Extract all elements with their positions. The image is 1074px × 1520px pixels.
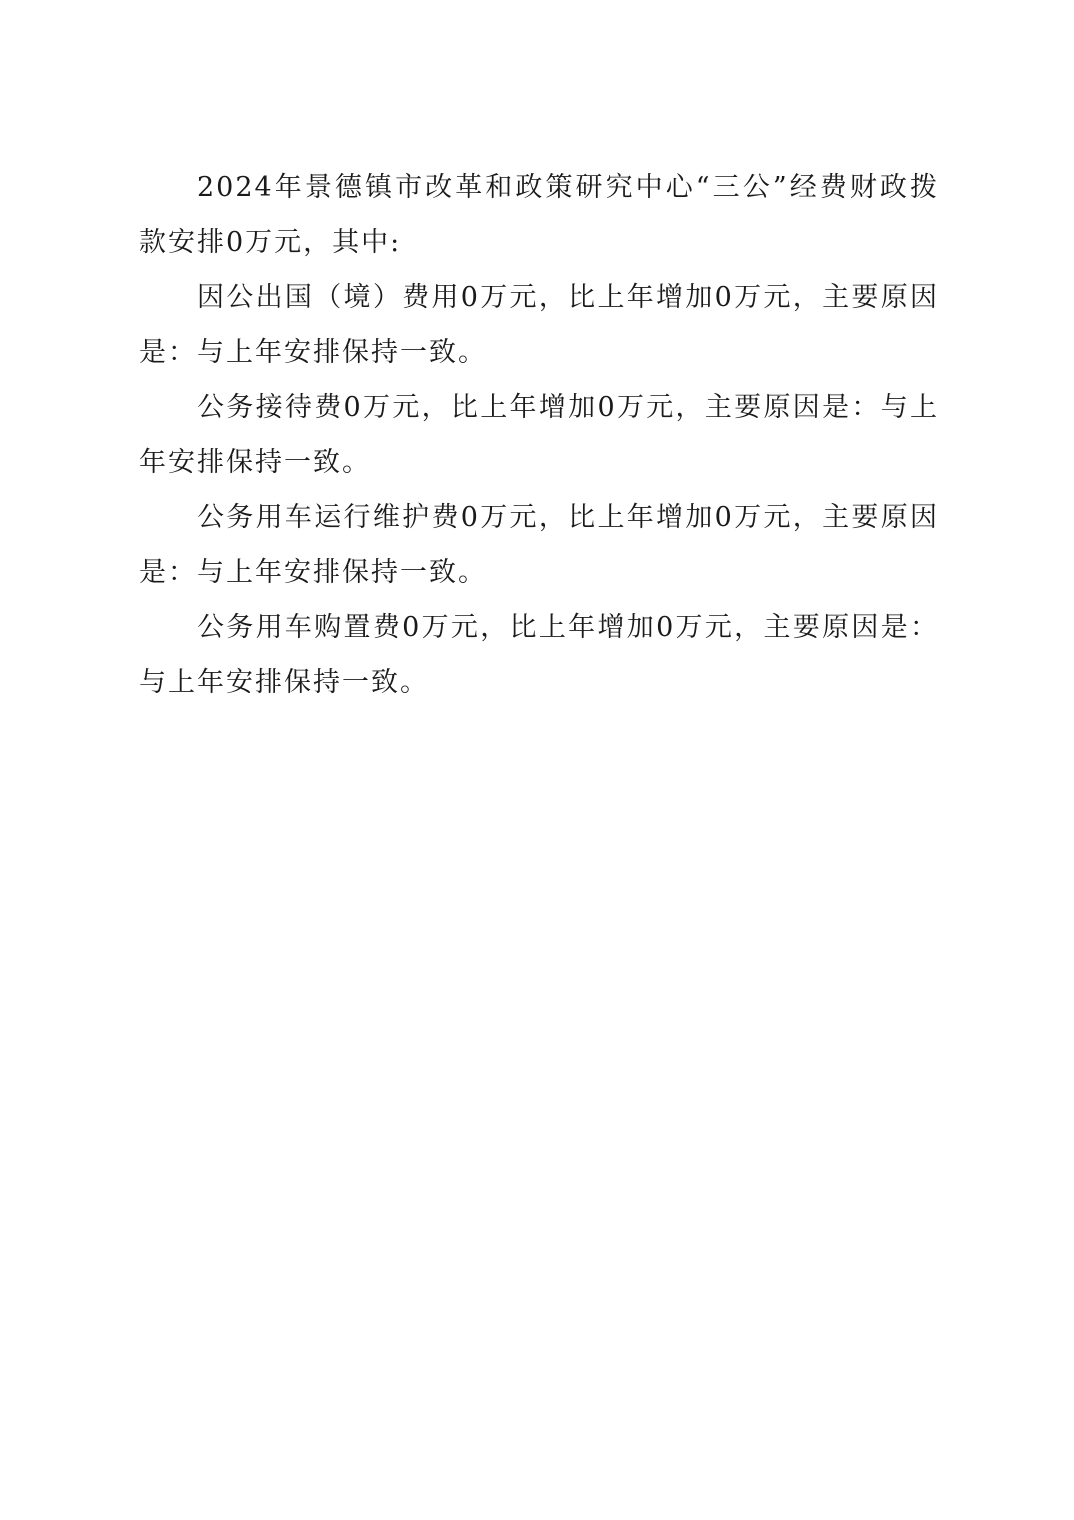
paragraph-vehicle-maintenance: 公务用车运行维护费0万元，比上年增加0万元，主要原因是：与上年安排保持一致。 bbox=[139, 502, 939, 588]
paragraph-official-reception: 公务接待费0万元，比上年增加0万元，主要原因是：与上年安排保持一致。 bbox=[139, 392, 939, 478]
paragraph-overseas-travel: 因公出国（境）费用0万元，比上年增加0万元，主要原因是：与上年安排保持一致。 bbox=[139, 282, 939, 368]
paragraph-vehicle-purchase: 公务用车购置费0万元，比上年增加0万元，主要原因是：与上年安排保持一致。 bbox=[139, 612, 939, 698]
paragraph-summary: 2024年景德镇市改革和政策研究中心“三公”经费财政拨款安排0万元，其中: bbox=[139, 172, 939, 258]
document-body bbox=[139, 160, 939, 710]
